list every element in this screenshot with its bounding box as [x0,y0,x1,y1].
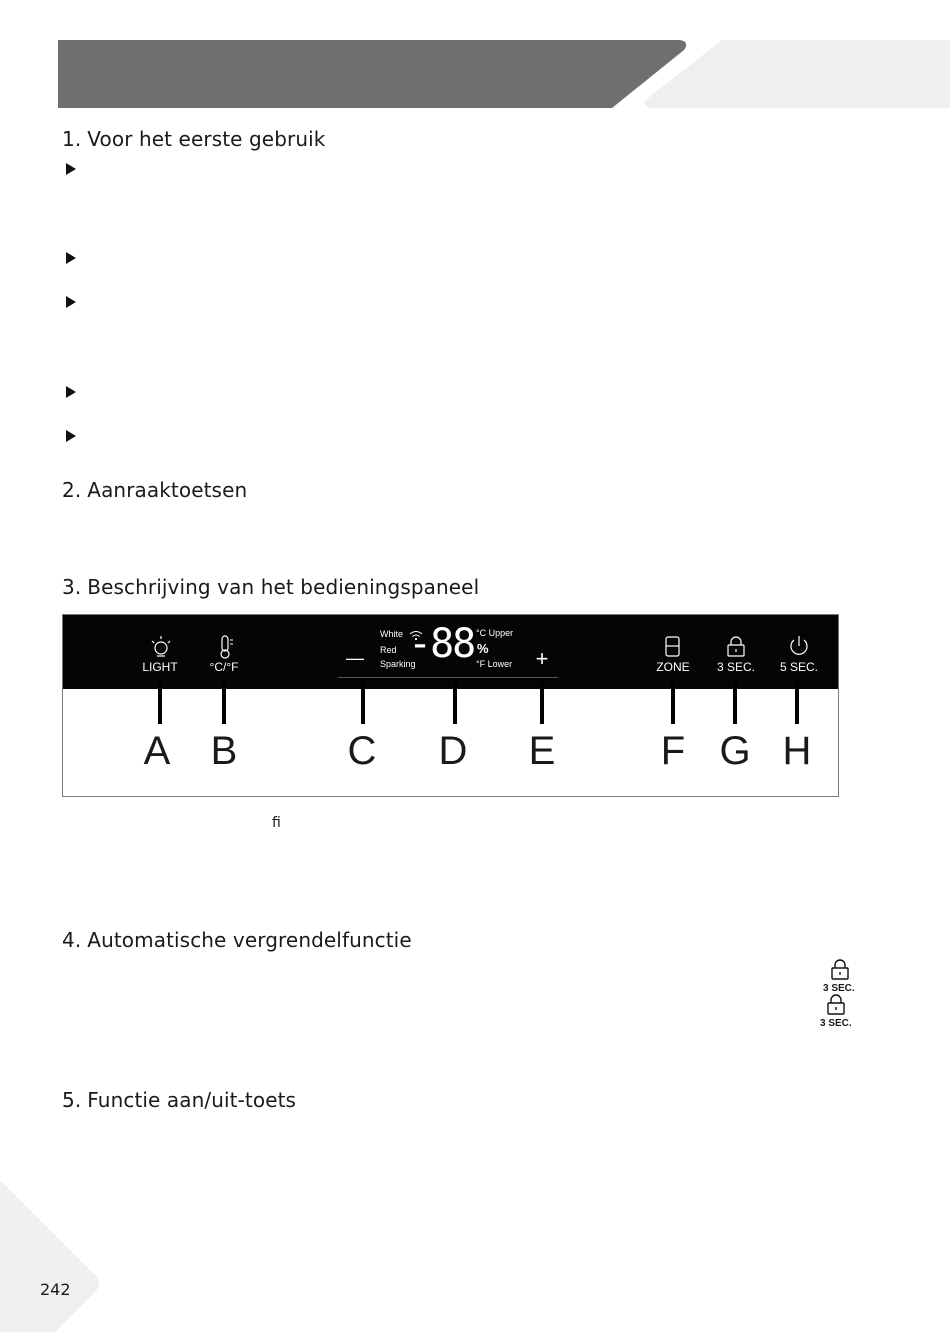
pointer-line [453,679,457,724]
section-1-heading [62,127,325,151]
light-color-white: White [380,629,404,639]
key-letter-e: E [528,729,556,773]
section-number: 2. [62,478,82,502]
header-banner [0,0,950,120]
pointer-line [158,679,162,724]
section-title: Functie aan/uit-toets [87,1088,297,1112]
zone-label: ZONE [656,660,690,674]
key-letter-b: B [210,729,238,773]
pointer-line [795,679,799,724]
key-letter-f: F [660,729,686,773]
zone-icon [664,635,682,659]
lock-hint-label: 3 SEC. [820,1018,852,1029]
bullet-arrow-icon [66,296,76,308]
section-title: Voor het eerste gebruik [87,127,326,151]
light-bulb-icon [148,634,174,660]
key-letter-a: A [143,729,171,773]
thermometer-icon [214,634,236,660]
minus-button-symbol: — [346,648,364,668]
lock-label: 3 SEC. [716,660,756,674]
page-number: 242 [40,1280,71,1299]
lock-icon [825,994,847,1016]
section-3-heading [62,575,479,599]
temp-unit-label: °C/°F [209,660,239,674]
section-5-heading [62,1088,296,1112]
pointer-line [222,679,226,724]
key-letter-g: G [719,729,751,773]
key-letter-c: C [347,729,377,773]
pointer-line [361,679,365,724]
pointer-line [671,679,675,724]
section-4-heading [62,928,412,952]
bullet-arrow-icon [66,386,76,398]
lock-hint-label: 3 SEC. [823,983,855,994]
light-color-sparking: Sparking [380,659,416,669]
light-label: LIGHT [142,660,178,674]
percent-indicator: % [477,641,489,656]
key-letter-d: D [438,729,468,773]
display-divider [338,677,558,678]
section-title: Beschrijving van het bedieningspaneel [87,575,480,599]
section-title: Aanraaktoetsen [87,478,248,502]
section-number: 3. [62,575,82,599]
bullet-arrow-icon [66,430,76,442]
bullet-arrow-icon [66,163,76,175]
footer-corner-shape [0,1180,110,1332]
lock-icon [829,959,851,981]
key-letter-h: H [782,729,812,773]
temperature-display: -88 [408,621,475,667]
unit-f-lower: °F Lower [476,659,513,669]
section-2-heading [62,478,247,502]
power-icon [787,634,811,658]
section-number: 5. [62,1088,82,1112]
section-title: Automatische vergrendelfunctie [87,928,412,952]
pointer-line [540,679,544,724]
stray-glyph: fi [272,815,281,831]
light-color-red: Red [380,645,397,655]
bullet-arrow-icon [66,252,76,264]
unit-c-upper: °C Upper [476,628,514,638]
plus-button-symbol: + [535,646,549,671]
section-number: 1. [62,127,82,151]
section-number: 4. [62,928,82,952]
power-label: 5 SEC. [779,660,819,674]
lock-icon [725,635,747,659]
pointer-line [733,679,737,724]
